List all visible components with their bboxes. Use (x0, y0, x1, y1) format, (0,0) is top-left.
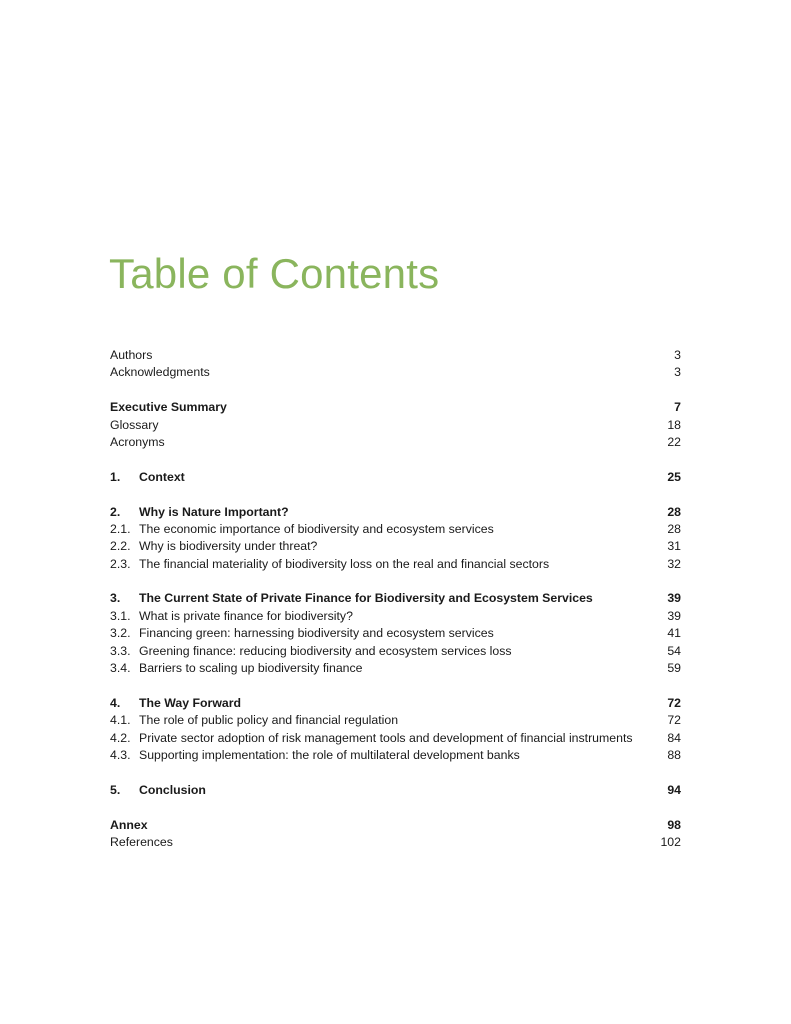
toc-entry-page-number: 54 (667, 643, 681, 658)
toc-entry-page-number: 102 (660, 834, 681, 849)
toc-entry-page-number: 7 (674, 400, 681, 415)
toc-entry[interactable] (110, 521, 681, 538)
toc-entry-page-number: 3 (674, 348, 681, 362)
toc-entry-number: 2.2. (110, 539, 131, 554)
toc-entry-number: 1. (110, 469, 121, 484)
toc-entry[interactable] (110, 417, 681, 434)
toc-entry-label: Why is biodiversity under threat? (139, 539, 318, 554)
toc-entry-label: Greening finance: reducing biodiversity and ecosystem services loss (139, 643, 512, 658)
toc-entry-page-number: 84 (667, 730, 681, 745)
toc-entry-label: Glossary (110, 417, 159, 432)
toc-entry-page-number: 28 (667, 504, 681, 519)
toc-entry-page-number: 31 (667, 539, 681, 554)
toc-entry-page-number: 98 (667, 817, 681, 832)
toc-entry[interactable] (110, 695, 681, 712)
toc-entry-label: Authors (110, 348, 153, 362)
toc-entry-page-number: 41 (667, 626, 681, 641)
toc-entry-page-number: 39 (667, 608, 681, 623)
toc-entry-number: 4.3. (110, 747, 131, 762)
toc-entry-label: Context (139, 469, 185, 484)
toc-entry-number: 5. (110, 782, 121, 797)
toc-entry[interactable] (110, 504, 681, 521)
toc-entry[interactable] (110, 660, 681, 677)
toc-entry[interactable] (110, 590, 681, 607)
toc-entry[interactable] (110, 782, 681, 799)
toc-entry[interactable] (110, 712, 681, 729)
toc-entry[interactable] (110, 643, 681, 660)
toc-entry-number: 4.1. (110, 713, 131, 728)
toc-entry-label: Supporting implementation: the role of multilateral development banks (139, 747, 520, 762)
toc-entry[interactable] (110, 817, 681, 834)
toc-entry-page-number: 25 (667, 469, 681, 484)
toc-entry-page-number: 59 (667, 661, 681, 676)
toc-entry-label: References (110, 834, 173, 849)
toc-entry-label: What is private finance for biodiversity? (139, 608, 353, 623)
toc-entry-number: 3.3. (110, 643, 131, 658)
toc-entry-number: 3.4. (110, 661, 131, 676)
toc-entry[interactable] (110, 434, 681, 451)
toc-entry-label: The role of public policy and financial regulation (139, 713, 399, 728)
toc-entry-page-number: 3 (674, 365, 681, 380)
toc-entry-page-number: 32 (667, 556, 681, 571)
toc-entry-number: 4. (110, 695, 121, 710)
toc-entry[interactable] (110, 399, 681, 416)
toc-entry-page-number: 72 (667, 695, 681, 710)
toc-entry-label: Acronyms (110, 434, 165, 449)
toc-entry-page-number: 72 (667, 713, 681, 728)
toc-entry-number: 2.1. (110, 521, 131, 536)
toc-entry-page-number: 88 (667, 747, 681, 762)
toc-entry-number: 2.3. (110, 556, 131, 571)
toc-entry-page-number: 18 (667, 417, 681, 432)
toc-entry-number: 4.2. (110, 730, 131, 745)
toc-entry[interactable] (110, 538, 681, 555)
toc-entry-label: The financial materiality of biodiversity loss on the real and financial sectors (139, 556, 550, 571)
toc-entry-number: 2. (110, 504, 121, 519)
page-title: Table of Contents (109, 250, 440, 297)
toc-entry-page-number: 22 (667, 434, 681, 449)
toc-entry-label: Why is Nature Important? (139, 504, 289, 519)
toc-entry-number: 3. (110, 591, 121, 606)
toc-entry-label: Annex (110, 817, 148, 832)
toc-entry-page-number: 39 (667, 591, 681, 606)
toc-entry[interactable] (110, 469, 681, 486)
toc-entry[interactable] (110, 834, 681, 851)
toc-entry-label: Acknowledgments (110, 365, 210, 380)
toc-entry-label: The Way Forward (139, 695, 242, 710)
toc-entry-page-number: 28 (667, 521, 681, 536)
toc-entry-label: The economic importance of biodiversity and ecosystem services (139, 521, 494, 536)
toc-entry[interactable] (110, 625, 681, 642)
toc-entry-page-number: 94 (667, 782, 681, 797)
toc-entry-number: 3.2. (110, 626, 131, 641)
toc-entry[interactable] (110, 364, 681, 381)
toc-entry[interactable] (110, 730, 681, 747)
toc-entry-label: Barriers to scaling up biodiversity finance (139, 661, 363, 676)
toc-entry-number: 3.1. (110, 608, 131, 623)
toc-entry-label: Executive Summary (110, 400, 227, 415)
table-of-contents (110, 347, 681, 851)
toc-entry[interactable] (110, 608, 681, 625)
toc-entry-label: Conclusion (139, 782, 206, 797)
toc-entry[interactable] (110, 347, 681, 364)
toc-entry-label: The Current State of Private Finance for Biodiversity and Ecosystem Services (139, 591, 593, 606)
toc-entry-label: Financing green: harnessing biodiversity and ecosystem services (139, 626, 494, 641)
toc-entry[interactable] (110, 747, 681, 764)
toc-entry[interactable] (110, 556, 681, 573)
toc-entry-label: Private sector adoption of risk management tools and development of financial instruments (139, 730, 633, 745)
